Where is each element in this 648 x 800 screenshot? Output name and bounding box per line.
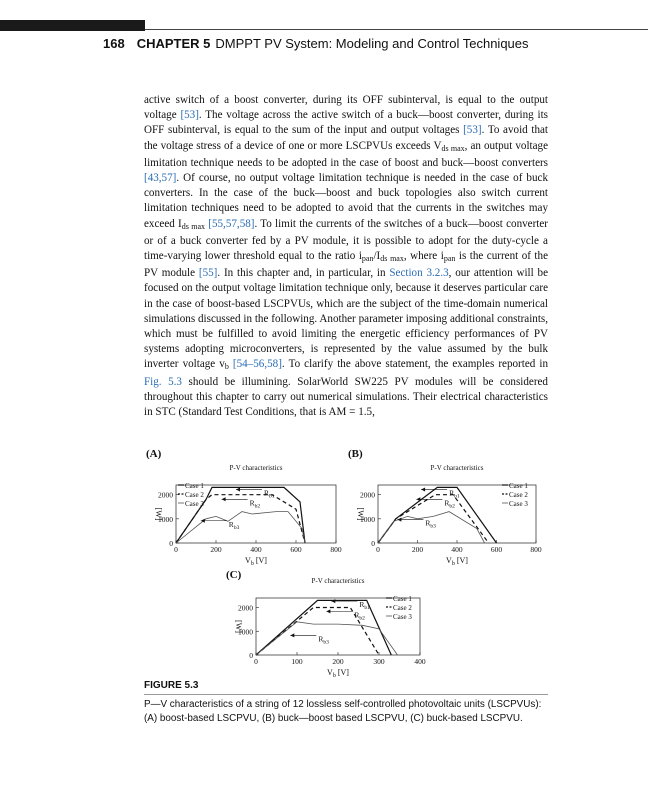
x-tick-label: 300 (373, 657, 385, 666)
legend-entry: Case 1 (393, 595, 412, 603)
page-number: 168 (103, 36, 125, 51)
y-axis-label: [W] (154, 507, 163, 521)
y-tick-label: 0 (371, 539, 375, 548)
citation-link[interactable]: [54–56,58] (232, 358, 282, 371)
x-tick-label: 400 (451, 545, 463, 554)
figure-label: FIGURE 5.3 (144, 680, 199, 691)
arrow-head (397, 518, 401, 522)
x-axis-label: $V_b$ [V] (245, 556, 267, 567)
x-tick-label: 200 (332, 657, 344, 666)
x-tick-label: 400 (414, 657, 426, 666)
legend-entry: Case 3 (393, 613, 412, 621)
legend-entry: Case 2 (509, 491, 528, 499)
x-tick-label: 0 (376, 545, 380, 554)
panel-label: (B) (348, 448, 363, 460)
chart-title: P-V characteristics (311, 577, 365, 585)
series-line-3 (176, 512, 305, 543)
arrow-head (222, 497, 226, 501)
citation-link[interactable]: [43,57] (144, 172, 177, 185)
curve-annotation: $R_{b1}$ (264, 488, 275, 500)
curve-annotation: $R_{b2}$ (444, 498, 455, 510)
curve-annotation: $R_{b3}$ (228, 519, 240, 531)
paragraph: active switch of a boost converter, during its OFF subinterval, is equal to the output voltage [53]. The voltage across the active switch of a buck—boost converter, during its OFF subinterval, is equal to the sum of the input and output voltages [53]. To avoid that the voltage stress of a device of one or more LSCPVUs exceeds $V_{ds max}$, an output voltage limitation technique needs to be adopted in the case of boost and buck—boost converters [43,57]. Of course, no output voltage limitation technique is needed in the case of buck converters. In the case of the buck—boost and buck topologies also switch current limitation techniques need to be adopted to avoid that the currents in the switches may exceed $I_{ds max}$ [55,57,58]. To limit the currents of the switches of a buck—boost converter or of a buck converter fed by a PV module, it is possible to adopt for the duty-cycle a time-varying lower threshold equal to the ratio $i_{pan}/I_{ds max}$, where $i_{pan}$ is the current of the PV module [55]. In this chapter and, in particular, in Section 3.2.3, our attention will be focused on the output voltage limitation technique only, because it deserves particular care in the case of boost-based LSCPVUs, which are the subject of the time-domain numerical simulations discussed in the following. Another parameter imposing additional constraints, which must be fulfilled to avoid limiting the energetic efficiency performances of PV systems adopting microconverters, is represented by the value assumed by the bulk inverter voltage $v_b$ [54–56,58]. To clarify the above statement, the examples reported in Fig. 5.3 should be illumining. SolarWorld SW225 PV modules will be considered throughout this chapter to carry out numerical simulations. Their electrical characteristics in STC (Standard Test Conditions, that is AM = 1.5, (144, 94, 548, 419)
legend-entry: Case 2 (185, 491, 204, 499)
legend-entry: Case 3 (509, 500, 528, 508)
x-tick-label: 600 (290, 545, 302, 554)
legend-entry: Case 3 (185, 500, 204, 508)
x-tick-label: 200 (210, 545, 222, 554)
y-axis-label: [W] (234, 620, 243, 633)
series-line-2 (378, 495, 489, 543)
x-tick-label: 200 (411, 545, 424, 554)
x-tick-label: 800 (530, 545, 542, 554)
arrow-head (421, 487, 425, 491)
y-tick-label: 1000 (238, 627, 253, 637)
x-tick-label: 600 (490, 545, 503, 554)
curve-annotation: $R_{b1}$ (359, 600, 370, 612)
x-tick-label: 100 (291, 657, 303, 666)
y-axis-label: [W] (356, 507, 365, 521)
chart-title: P-V characteristics (229, 464, 283, 472)
y-tick-label: 0 (249, 651, 253, 660)
y-tick-label: 1000 (360, 514, 375, 524)
arrow-head (331, 599, 335, 603)
arrow-head (416, 497, 420, 501)
citation-link[interactable]: [55] (198, 267, 218, 280)
arrow-head (290, 633, 294, 637)
x-tick-label: 400 (250, 545, 262, 554)
citation-link[interactable]: [53] (180, 109, 199, 122)
section-link[interactable]: Section 3.2.3 (389, 267, 449, 280)
x-tick-label: 800 (330, 545, 342, 554)
curve-annotation: $R_{b1}$ (449, 488, 460, 500)
x-tick-label: 0 (174, 545, 178, 554)
y-tick-label: 2000 (238, 603, 253, 613)
chapter-title: DMPPT PV System: Modeling and Control Techniques (215, 36, 529, 51)
legend-entry: Case 1 (509, 482, 528, 490)
arrow-head (326, 609, 330, 613)
panel-label: (A) (146, 448, 162, 460)
panel-label: (C) (226, 569, 242, 581)
curve-annotation: $R_{b2}$ (354, 610, 365, 622)
chart-title: P-V characteristics (430, 464, 484, 472)
chapter-label: CHAPTER 5 (136, 36, 211, 51)
citation-link[interactable]: [53] (463, 124, 482, 137)
caption-rule (144, 694, 548, 695)
y-tick-label: 2000 (158, 490, 173, 500)
x-tick-label: 0 (254, 657, 258, 666)
x-axis-label: $V_b$ [V] (446, 556, 468, 567)
y-tick-label: 2000 (360, 490, 375, 500)
legend-entry: Case 2 (393, 604, 412, 612)
figure-caption: P—V characteristics of a string of 12 lossless self-controlled photovoltaic units (LSCPVUs): (A) boost-based LSCPVU, (B) buck—boost based LSCPVU, (C) buck-based LSCPVU. (144, 699, 542, 724)
citation-link[interactable]: [55,57,58] (208, 217, 255, 230)
legend-entry: Case 1 (185, 482, 204, 490)
curve-annotation: $R_{b3}$ (318, 634, 329, 646)
y-tick-label: 0 (169, 539, 173, 548)
y-tick-label: 1000 (158, 514, 173, 524)
x-axis-label: $V_b$ [V] (327, 668, 349, 679)
arrow-head (236, 487, 240, 491)
curve-annotation: $R_{b2}$ (249, 498, 261, 510)
figure-link[interactable]: Fig. 5.3 (144, 375, 182, 388)
series-line-1 (256, 600, 391, 655)
curve-annotation: $R_{b3}$ (425, 518, 436, 530)
